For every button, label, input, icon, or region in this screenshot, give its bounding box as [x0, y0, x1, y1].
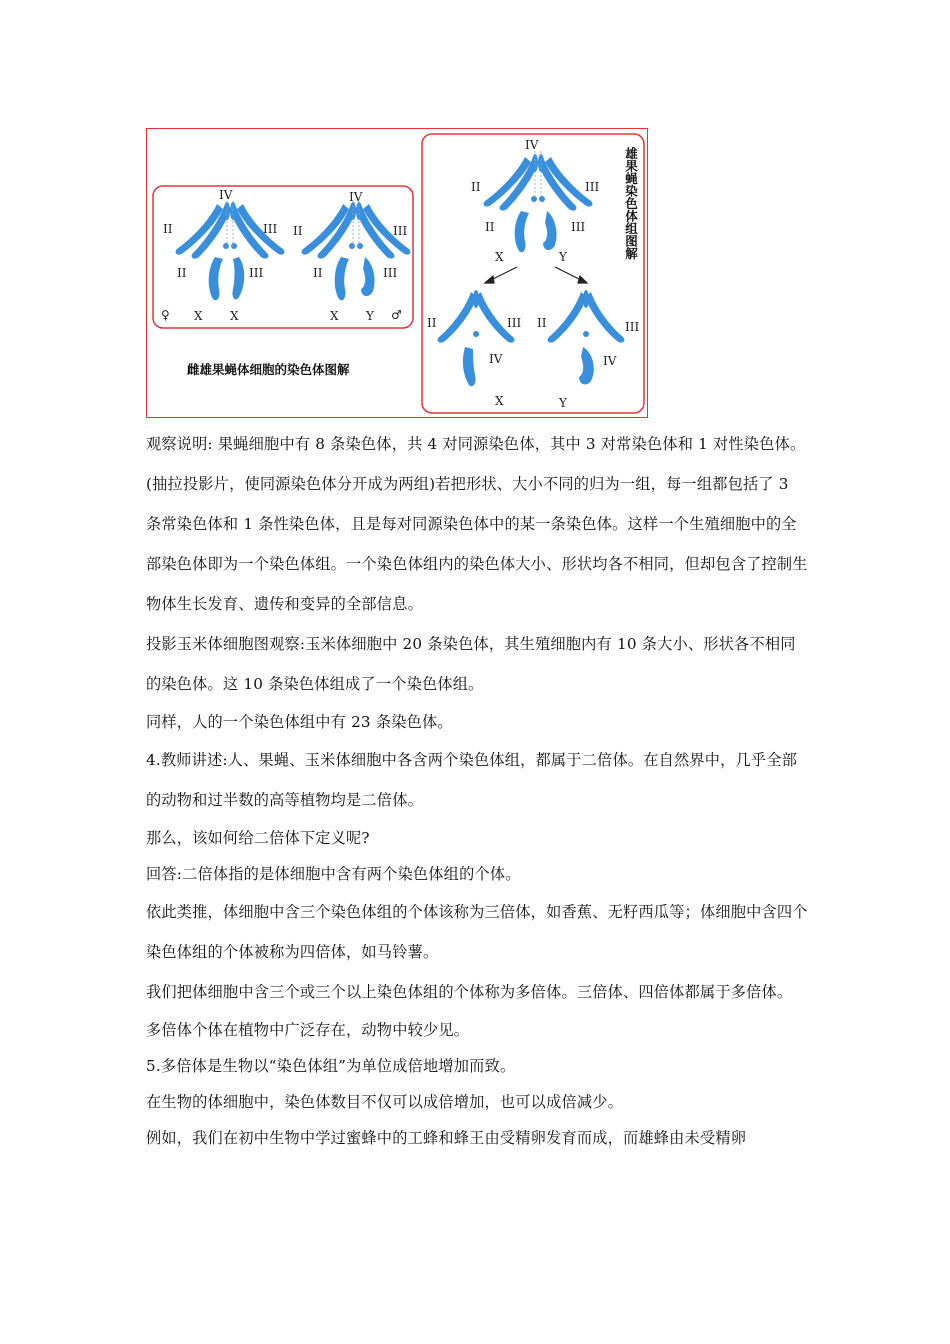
paragraph-question: 那么，该如何给二倍体下定义呢? — [146, 829, 370, 847]
top-label-ii-b: II — [485, 220, 495, 234]
male-label-iv: IV — [349, 190, 363, 204]
gamete-x-label-x: X — [495, 394, 504, 408]
male-label-x: X — [330, 309, 339, 323]
paragraph-corn: 投影玉米体细胞图观察:玉米体细胞中 20 条染色体，其生殖细胞内有 10 条大小、形状各不相同的染色体。这 10 条染色体组成了一个染色体组。 — [146, 635, 796, 693]
gamete-x-label-iii: III — [507, 316, 522, 330]
left-panel-caption: 雌雄果蝇体细胞的染色体图解 — [187, 362, 350, 377]
paragraph-bees: 例如，我们在初中生物中学过蜜蜂中的工蜂和蜂王由受精卵发育而成，而雄蜂由未受精卵 — [146, 1129, 747, 1147]
paragraph-section5: 5.多倍体是生物以“染色体组”为单位成倍地增加而致。 — [146, 1057, 516, 1075]
gamete-y-label-y: Y — [559, 396, 567, 410]
top-label-iv: IV — [525, 138, 539, 152]
male-label-y: Y — [366, 309, 374, 323]
female-label-x2: X — [230, 309, 239, 323]
chromosome-figure — [146, 128, 648, 418]
top-label-ii-a: II — [471, 180, 481, 194]
document-body — [146, 424, 808, 1156]
paragraph-triploid: 依此类推，体细胞中含三个染色体组的个体该称为三倍体，如香蕉、无籽西瓜等；体细胞中含四个染色体组的个体被称为四倍体，如马铃薯。 — [146, 903, 808, 961]
top-label-x: X — [495, 250, 504, 264]
paragraph-decrease: 在生物的体细胞中，染色体数目不仅可以成倍增加，也可以成倍减少。 — [146, 1093, 624, 1111]
chromosome-diagram — [147, 129, 649, 419]
male-label-iii-b: III — [383, 266, 398, 280]
gamete-y-label-iv: IV — [603, 354, 617, 368]
gamete-y-label-ii: II — [537, 316, 547, 330]
male-label-ii-b: II — [313, 266, 323, 280]
paragraph-plants: 多倍体个体在植物中广泛存在，动物中较少见。 — [146, 1021, 470, 1039]
female-label-iii-b: III — [249, 266, 264, 280]
top-label-iii-a: III — [585, 180, 600, 194]
paragraph-human: 同样，人的一个染色体组中有 23 条染色体。 — [146, 713, 453, 731]
male-label-ii-a: II — [293, 224, 303, 238]
male-label-iii-a: III — [393, 224, 408, 238]
gamete-x-label-iv: IV — [489, 352, 503, 366]
male-karyotype — [302, 202, 411, 300]
paragraph-teacher: 4.教师讲述:人、果蝇、玉米体细胞中各含两个染色体组，都属于二倍体。在自然界中，几乎全部的动物和过半数的高等植物均是二倍体。 — [146, 751, 798, 809]
female-karyotype — [176, 202, 285, 300]
male-symbol: ♂ — [391, 308, 402, 322]
right-panel-vertical-caption: 雄果蝇染色体组图解 — [623, 147, 639, 260]
top-label-y: Y — [559, 250, 567, 264]
gamete-y — [548, 290, 625, 384]
gamete-x — [438, 290, 515, 386]
female-label-ii-a: II — [163, 222, 173, 236]
female-label-ii-b: II — [177, 266, 187, 280]
paragraph-answer: 回答:二倍体指的是体细胞中含有两个染色体组的个体。 — [146, 865, 521, 883]
female-label-iii-a: III — [263, 222, 278, 236]
female-label-x1: X — [194, 309, 203, 323]
female-symbol: ♀ — [161, 308, 170, 322]
female-label-iv: IV — [219, 188, 233, 202]
paragraph-polyploid: 我们把体细胞中含三个或三个以上染色体组的个体称为多倍体。三倍体、四倍体都属于多倍体。 — [146, 983, 793, 1001]
gamete-x-label-ii: II — [427, 316, 437, 330]
gamete-y-label-iii: III — [625, 320, 640, 334]
division-arrows — [485, 267, 587, 283]
paragraph-observation: 观察说明: 果蝇细胞中有 8 条染色体，共 4 对同源染色体，其中 3 对常染色体和 1 对性染色体。(抽拉投影片，使同源染色体分开成为两组)若把形状、大小不同的归为一组，每一组都包括了 3 条常染色体和 1 条性染色体，且是每对同源染色体中的某一条染色体。这样一个生殖细胞中的全部染色体即为一个染色体组。一个染色体组内的染色体大小、形状均各不相同，但却包含了控制生物体生长发育、遗传和变异的全部信息。 — [146, 435, 808, 613]
top-label-iii-b: III — [571, 220, 586, 234]
male-top-karyotype — [484, 154, 593, 252]
right-panel-box — [422, 134, 644, 413]
